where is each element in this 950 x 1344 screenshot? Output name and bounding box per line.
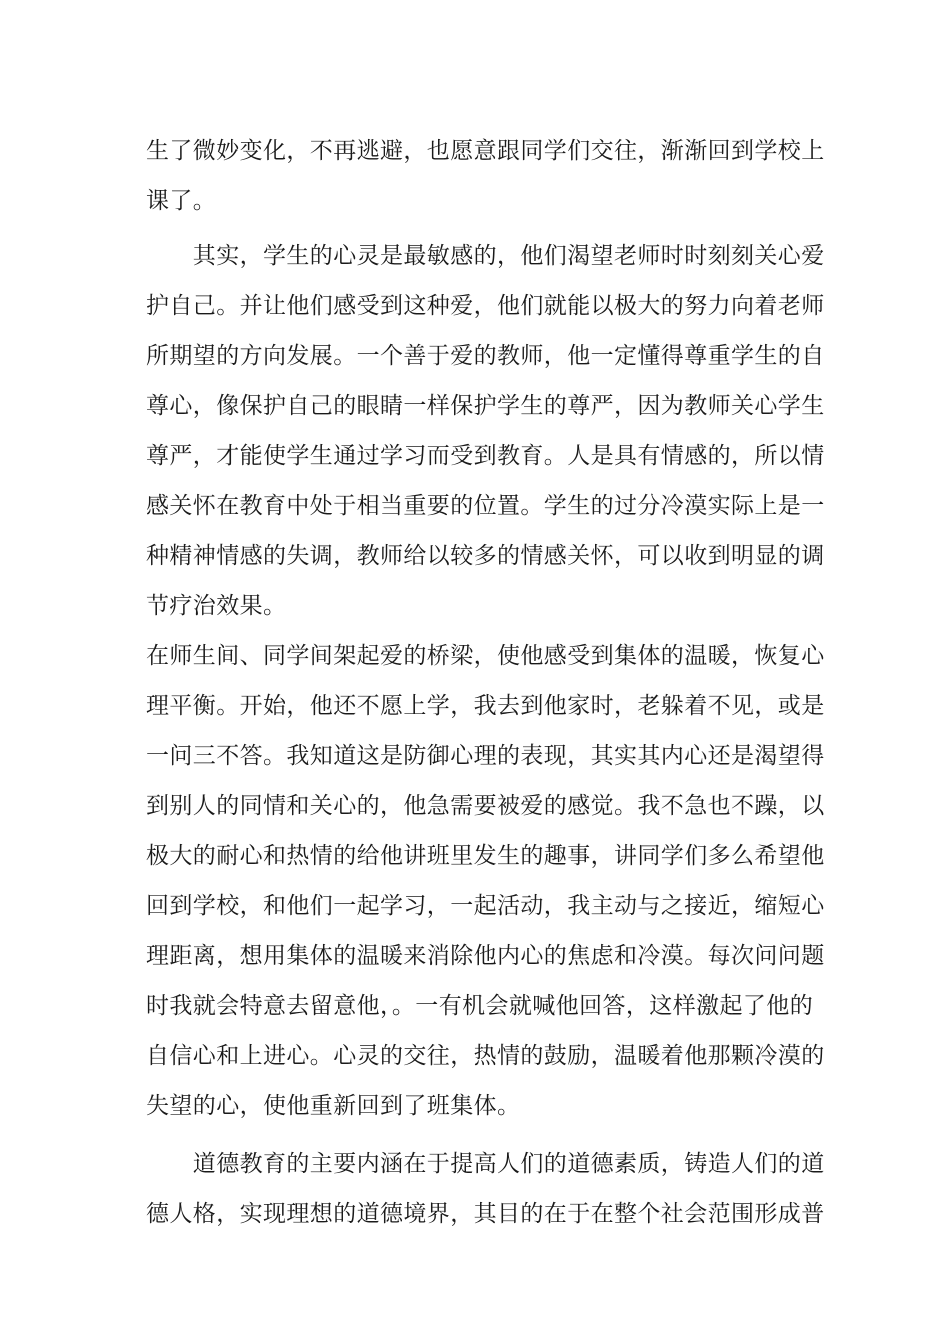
text-line: 节疗治效果。 bbox=[146, 593, 287, 619]
document-body bbox=[146, 126, 825, 1239]
text-line: 失望的心，使他重新回到了班集体。 bbox=[146, 1093, 521, 1119]
paragraph bbox=[146, 631, 825, 1131]
text-line: 时我就会特意去留意他，。一有机会就喊他回答，这样激起了他的 bbox=[146, 993, 814, 1019]
text-line: 一问三不答。我知道这是防御心理的表现，其实其内心还是渴望得 bbox=[146, 743, 825, 769]
text-line: 护自己。并让他们感受到这种爱，他们就能以极大的努力向着老师 bbox=[146, 293, 825, 319]
text-line: 感关怀在教育中处于相当重要的位置。学生的过分冷漠实际上是一 bbox=[146, 493, 825, 519]
text-line: 种精神情感的失调，教师给以较多的情感关怀，可以收到明显的调 bbox=[146, 543, 825, 569]
text-line: 回到学校，和他们一起学习，一起活动，我主动与之接近，缩短心 bbox=[146, 893, 825, 919]
text-line: 到别人的同情和关心的，他急需要被爱的感觉。我不急也不躁，以 bbox=[146, 793, 825, 819]
text-line: 道德教育的主要内涵在于提高人们的道德素质，铸造人们的道 bbox=[146, 1151, 825, 1177]
text-line: 在师生间、同学间架起爱的桥梁，使他感受到集体的温暖，恢复心 bbox=[146, 643, 825, 669]
text-line: 极大的耐心和热情的给他讲班里发生的趣事，讲同学们多么希望他 bbox=[146, 843, 825, 869]
text-line: 理平衡。开始，他还不愿上学，我去到他家时，老躲着不见，或是 bbox=[146, 693, 825, 719]
text-line: 所期望的方向发展。一个善于爱的教师，他一定懂得尊重学生的自 bbox=[146, 343, 825, 369]
text-line: 尊心，像保护自己的眼睛一样保护学生的尊严，因为教师关心学生 bbox=[146, 393, 825, 419]
text-line: 其实，学生的心灵是最敏感的，他们渴望老师时时刻刻关心爱 bbox=[146, 243, 825, 269]
text-line: 尊严，才能使学生通过学习而受到教育。人是具有情感的，所以情 bbox=[146, 443, 825, 469]
text-line: 生了微妙变化，不再逃避，也愿意跟同学们交往，渐渐回到学校上 bbox=[146, 138, 825, 164]
text-line: 德人格，实现理想的道德境界，其目的在于在整个社会范围形成普 bbox=[146, 1201, 825, 1227]
paragraph bbox=[146, 126, 825, 226]
paragraph bbox=[146, 1139, 825, 1239]
text-line: 课了。 bbox=[146, 188, 217, 214]
text-line: 自信心和上进心。心灵的交往，热情的鼓励，温暖着他那颗冷漠的 bbox=[146, 1043, 825, 1069]
paragraph bbox=[146, 231, 825, 631]
text-line: 理距离，想用集体的温暖来消除他内心的焦虑和冷漠。每次问问题 bbox=[146, 943, 825, 969]
